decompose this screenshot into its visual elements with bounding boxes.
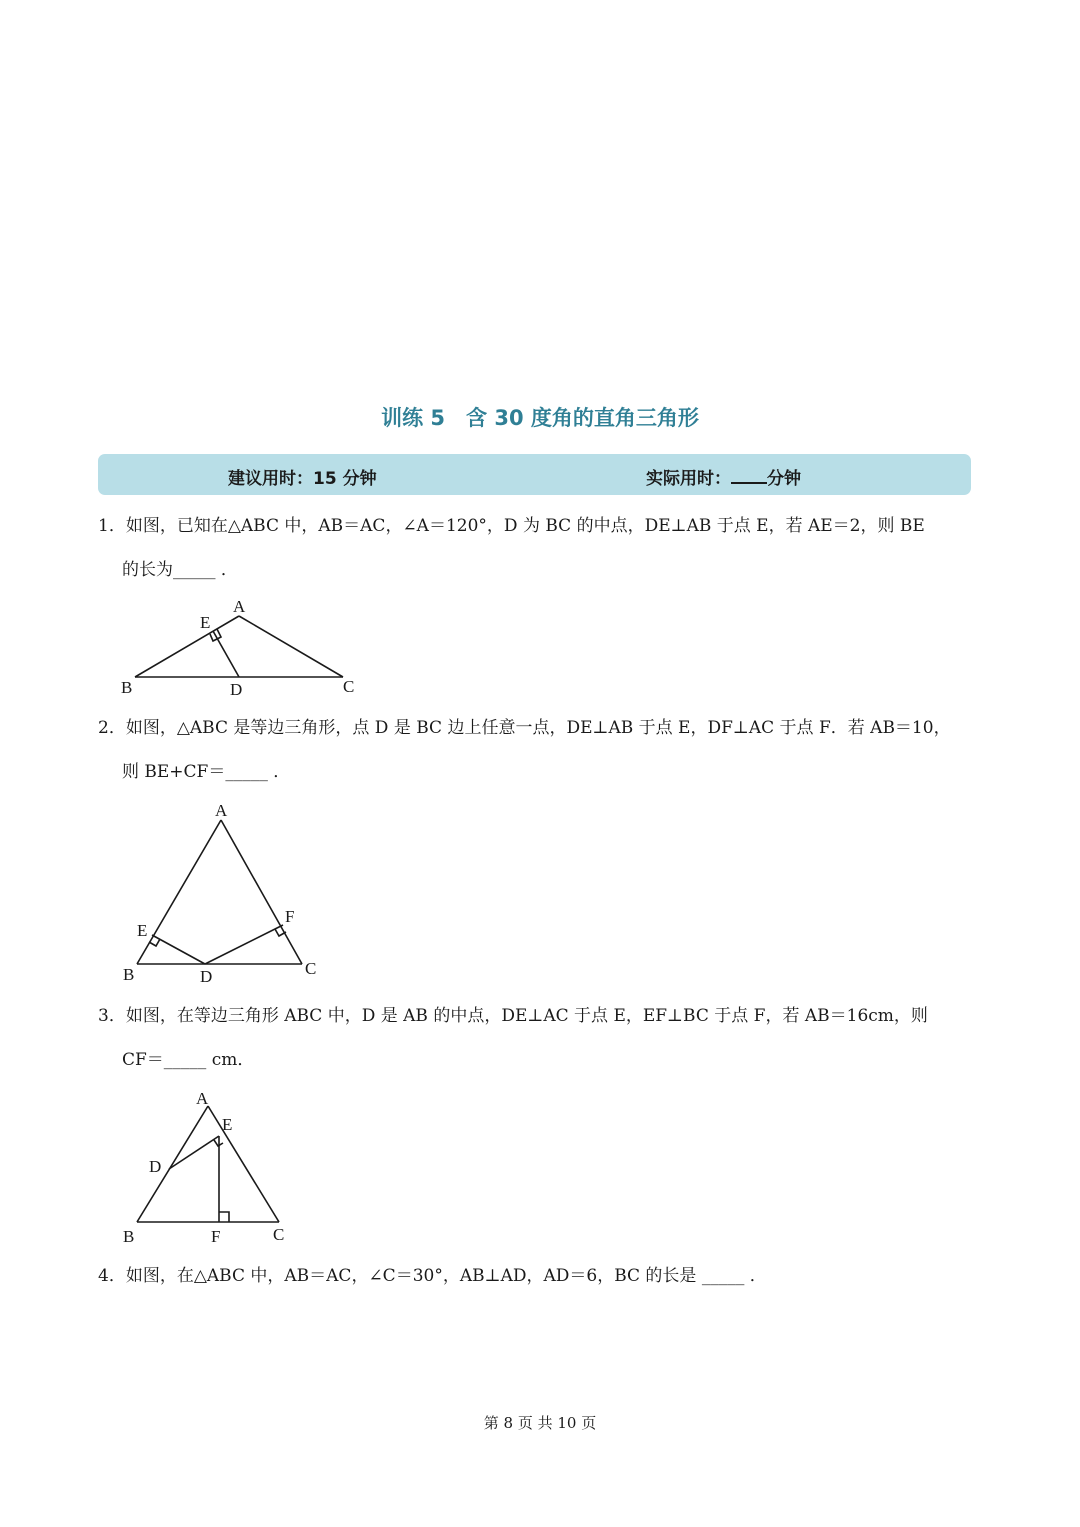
q3-label-e: E [222,1115,233,1134]
actual-time-label: 实际用时： [646,469,731,489]
page-title: 训练 5 含 30 度角的直角三角形 [381,406,699,430]
question-3-figure [115,1086,305,1254]
q1-segment-de [213,631,239,677]
q2-label-e: E [137,921,148,940]
q2-label-d: D [200,967,213,986]
question-2-line-2: 则 BE+CF＝_____ ． [122,762,291,782]
q1-side-ab [135,616,239,677]
time-bar [98,454,971,495]
q3-segment-de [169,1136,219,1169]
page-number: 第 8 页 共 10 页 [483,1414,597,1432]
question-1-line-2: 的长为_____ ． [122,560,238,580]
q3-right-angle-mark-f [219,1212,229,1222]
q2-segment-df [205,925,283,964]
q1-label-c: C [343,677,355,696]
q2-side-ac [221,820,302,964]
question-3-line-2: CF＝_____ cm． [122,1050,255,1070]
question-1-figure [115,592,375,704]
q2-label-c: C [305,959,317,978]
q1-label-a: A [233,597,246,616]
q3-side-ab [137,1106,208,1222]
q3-label-d: D [149,1157,162,1176]
actual-time-blank[interactable] [731,468,767,484]
question-4-line-1: 4．如图，在△ABC 中，AB＝AC，∠C＝30°，AB⊥AD，AD＝6，BC 的长是 _____ ． [98,1266,767,1286]
q1-label-d: D [230,680,243,699]
q3-label-a: A [196,1089,209,1108]
actual-time [646,464,801,489]
q3-label-f: F [211,1227,221,1246]
q2-label-f: F [285,907,295,926]
question-1-line-1: 1．如图，已知在△ABC 中，AB＝AC，∠A＝120°，D 为 BC 的中点，DE⊥AB 于点 E，若 AE＝2，则 BE [98,516,925,536]
q3-label-b: B [123,1227,135,1246]
q2-right-angle-mark-f [275,929,286,936]
question-2-figure [115,796,335,992]
question-2-line-1: 2．如图，△ABC 是等边三角形，点 D 是 BC 边上任意一点，DE⊥AB 于点 E，DF⊥AC 于点 F．若 AB＝10， [98,718,951,738]
q1-label-b: B [121,678,133,697]
question-3-line-1: 3．如图，在等边三角形 ABC 中，D 是 AB 的中点，DE⊥AC 于点 E，EF⊥BC 于点 F，若 AB＝16cm，则 [98,1006,928,1026]
q3-label-c: C [273,1225,285,1244]
q2-label-a: A [215,801,228,820]
q1-side-ac [239,616,343,677]
suggested-time: 建议用时：15 分钟 [228,469,377,489]
q1-label-e: E [200,613,211,632]
actual-time-unit: 分钟 [767,469,801,489]
q2-label-b: B [123,965,135,984]
